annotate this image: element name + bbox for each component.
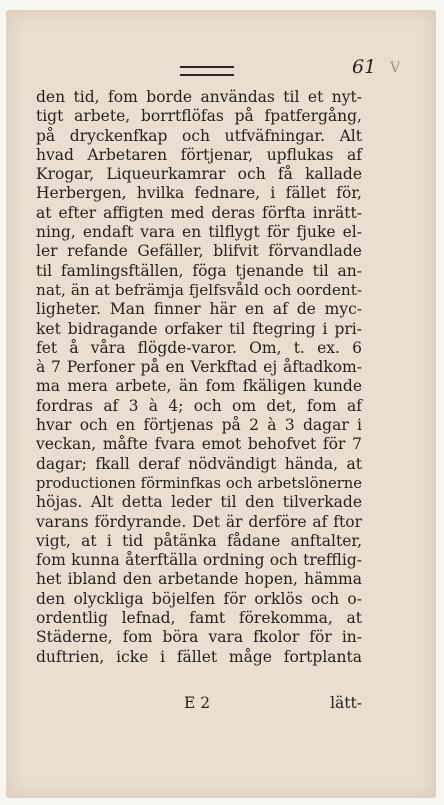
text-line: at efter affigten med deras förfta inrätt-	[36, 203, 362, 222]
text-line: ordentlig lefnad, famt förekomma, at	[36, 609, 362, 628]
text-line: fom kunna återftälla ordning och trefflig-	[36, 551, 362, 570]
text-line: veckan, måfte fvara emot behofvet för 7	[36, 435, 362, 454]
text-line: het ibland den arbetande hopen, hämma	[36, 570, 362, 589]
text-line: à 7 Perfoner på en Verkftad ej åftadkom-	[36, 358, 362, 377]
text-line: fordras af 3 à 4; och om det, fom af	[36, 396, 362, 415]
text-line: hvad Arbetaren förtjenar, upflukas af	[36, 145, 362, 164]
text-line: varans fördyrande. Det är derföre af ftor	[36, 512, 362, 531]
page-number: 61	[352, 56, 377, 78]
text-line: höjas. Alt detta leder til den tilverkade	[36, 493, 362, 512]
text-line: productionen förminfkas och arbetslönerne	[36, 474, 362, 492]
text-line: på dryckenfkap och utfväfningar. Alt	[36, 126, 362, 145]
text-line: ma mera arbete, än fom fkäligen kunde	[36, 377, 362, 396]
text-line: ning, endaft vara en tilflygt för fjuke el-	[36, 223, 362, 242]
page-footer	[36, 694, 362, 714]
text-line: duftrien, icke i fället måge fortplanta	[36, 647, 362, 666]
text-line: til famlingsftällen, föga tjenande til an-	[36, 261, 362, 280]
text-line: hvar och en förtjenas på 2 à 3 dagar i	[36, 416, 362, 435]
text-line: tigt arbete, borrtflöfas på fpatfergång,	[36, 107, 362, 126]
header-ornament-rule	[180, 66, 234, 76]
text-line: vigt, at i tid påtänka fådane anftalter,	[36, 531, 362, 550]
text-line: Krogar, Liqueurkamrar och få kallade	[36, 165, 362, 184]
text-line: ler refande Gefäller, blifvit förvandlade	[36, 242, 362, 261]
body-text	[36, 88, 362, 667]
text-line: fet å våra flögde-varor. Om, t. ex. 6	[36, 338, 362, 357]
printer-signature-mark: E 2	[184, 694, 211, 712]
text-line: dagar; fkall deraf nödvändigt hända, at	[36, 454, 362, 473]
text-line: den tid, fom borde användas til et nyt-	[36, 88, 362, 106]
text-line: ligheter. Man finner här en af de myc-	[36, 300, 362, 319]
text-line: nat, än at befrämja fjelfsvåld och oordent-	[36, 280, 362, 299]
text-line: Herbergen, hvilka fednare, i fället för,	[36, 184, 362, 203]
text-line: Städerne, fom böra vara fkolor för in-	[36, 628, 362, 647]
catchword: lätt-	[330, 694, 362, 712]
text-line: den olyckliga böjelfen för orklös och o-	[36, 589, 362, 608]
text-line: ket bidragande orfaker til ftegring i pri-	[36, 319, 362, 338]
pencil-mark: V	[390, 60, 401, 76]
